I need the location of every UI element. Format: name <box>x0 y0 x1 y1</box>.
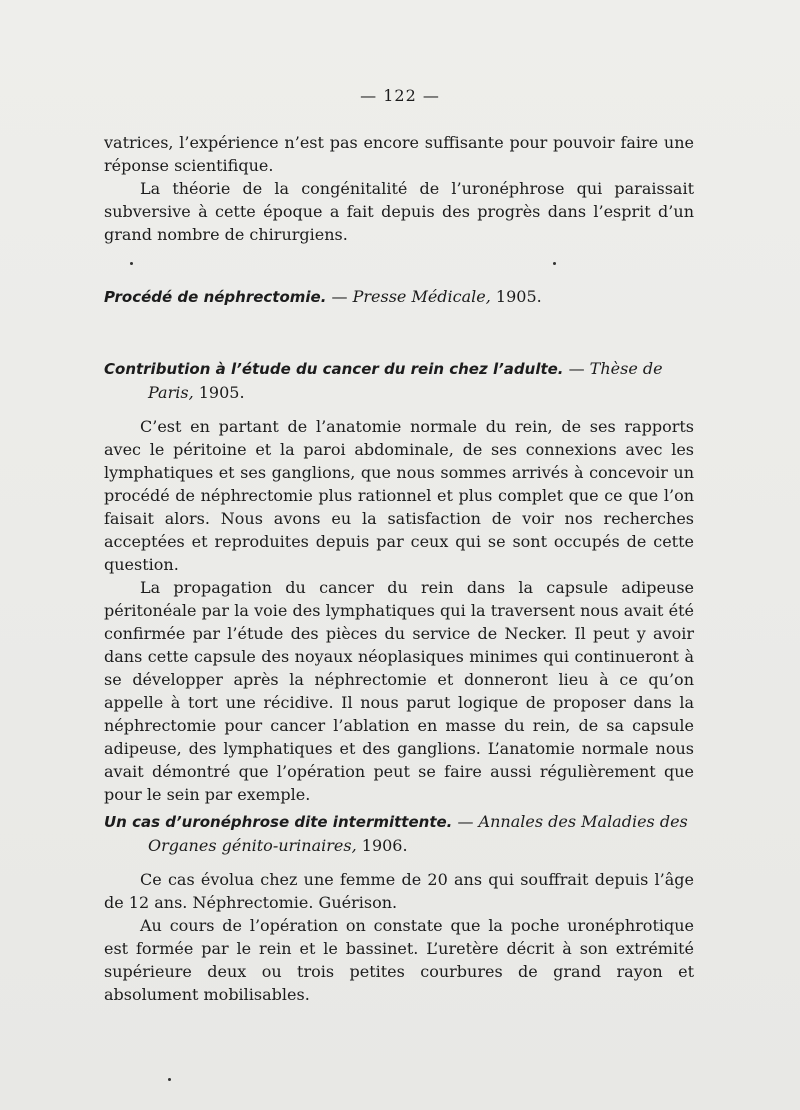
section-year: 1905. <box>490 287 542 306</box>
print-speck <box>130 262 133 265</box>
heading-dash: — <box>563 359 590 378</box>
print-speck <box>168 1078 171 1081</box>
section-year: 1906. <box>356 836 408 855</box>
section-heading-cancer-rein <box>104 357 694 404</box>
section-source-continued: Organes génito-urinaires, <box>148 836 357 855</box>
cancer-paragraph-1: C’est en partant de l’anatomie normale du rein, de ses rapports avec le péritoine et la paroi abdominale, de ses connexions avec les lymphatiques et ses ganglions, que nous sommes arrivés à concevoir un procédé de néphrectomie plus rationnel et plus complet que ce que l’on faisait alors. Nous avons eu la satisfaction de voir nos recherches acceptées et reproduites depuis par ceux qui se sont occupés de cette question. <box>104 417 694 574</box>
section-year: 1905. <box>193 383 245 402</box>
section-source-continued: Paris, <box>148 383 194 402</box>
cancer-paragraph-2: La propagation du cancer du rein dans la capsule adipeuse péritonéale par la voie des lymphatiques qui la traversent nous avait été confirmée par l’étude des pièces du service de Necker. Il peut y avoir dans cette capsule des noyaux néoplasiques minimes qui continueront à se développer après la néphrectomie et donneront lieu à ce qu’on appelle à tort une récidive. Il nous parut logique de proposer dans la néphrectomie pour cancer l’ablation en masse du rein, de sa capsule adipeuse, des lymphatiques et des ganglions. L’anatomie normale nous avait démontré que l’opération peut se faire aussi régulièrement que pour le sein par exemple. <box>104 578 694 804</box>
section-title: Procédé de néphrectomie. <box>104 288 327 306</box>
page-number: — 122 — <box>360 86 440 105</box>
intro-block <box>104 131 694 246</box>
intro-paragraph-1: vatrices, l’expérience n’est pas encore suffisante pour pouvoir faire une réponse scientifique. <box>104 133 694 175</box>
uronephrose-body <box>104 868 694 1006</box>
section-heading-nephrectomie <box>104 285 694 309</box>
heading-dash: — <box>326 287 353 306</box>
intro-paragraph-2: La théorie de la congénitalité de l’uronéphrose qui paraissait subversive à cette époque a fait depuis des progrès dans l’esprit d’un grand nombre de chirurgiens. <box>104 179 694 244</box>
heading-dash: — <box>452 812 479 831</box>
section-source: Presse Médicale, <box>352 287 491 306</box>
section-source: Annales des Maladies des <box>478 812 688 831</box>
uronephrose-paragraph-1: Ce cas évolua chez une femme de 20 ans qui souffrait depuis l’âge de 12 ans. Néphrectomie. Guérison. <box>104 870 694 912</box>
section-title: Un cas d’uronéphrose dite intermittente. <box>104 813 453 831</box>
section-heading-uronephrose <box>104 810 694 857</box>
print-speck <box>553 262 556 265</box>
uronephrose-paragraph-2: Au cours de l’opération on constate que la poche uronéphrotique est formée par le rein et le bassinet. L’uretère décrit à son extrémité supérieure deux ou trois petites courbures de grand rayon et absolument mobilisables. <box>104 916 694 1004</box>
cancer-rein-body <box>104 415 694 806</box>
section-title: Contribution à l’étude du cancer du rein chez l’adulte. <box>104 360 564 378</box>
section-source: Thèse de <box>589 359 663 378</box>
